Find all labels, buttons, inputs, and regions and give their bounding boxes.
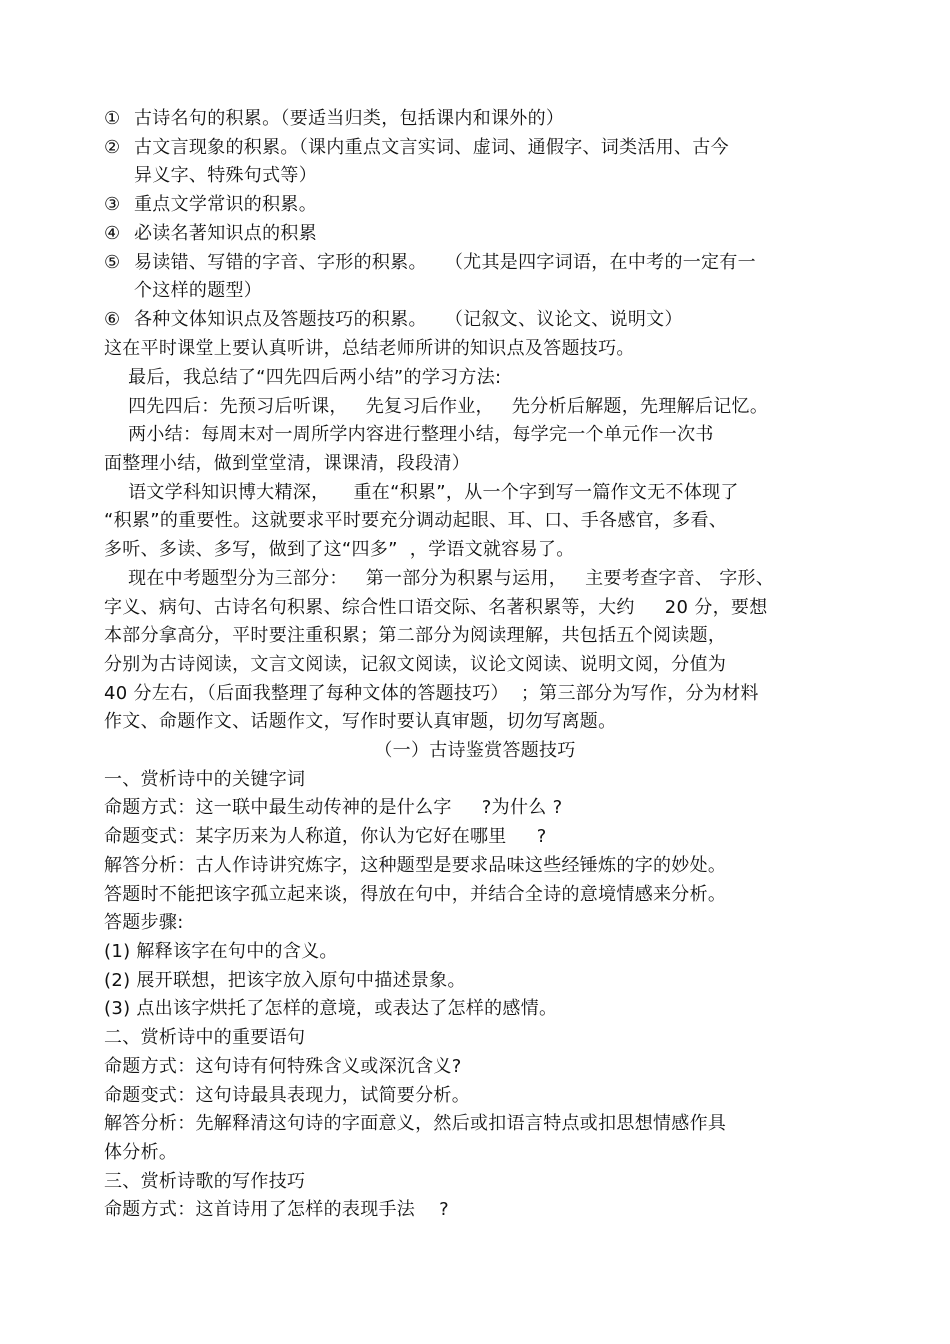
list-text: 必读名著知识点的积累: [134, 223, 317, 244]
list-marker: ④: [104, 223, 121, 244]
section-line: 解答分析：古人作诗讲究炼字，这种题型是要求品味这些经锤炼的字的妙处。: [104, 855, 727, 876]
list-marker: ②: [104, 137, 121, 158]
paragraph-line: 四先四后：先预习后听课， 先复习后作业， 先分析后解题，先理解后记忆。: [104, 396, 769, 417]
list-text: 各种文体知识点及答题技巧的积累。 （记叙文、议论文、说明文）: [134, 309, 683, 330]
paragraph-line: 多听、多读、多写，做到了这“四多” ，学语文就容易了。: [104, 539, 575, 560]
list-item: [104, 252, 756, 274]
paragraph-line: 分别为古诗阅读，文言文阅读，记叙文阅读，议论文阅读、说明文阅，分值为: [104, 654, 727, 675]
list-item: [104, 194, 317, 216]
paragraph-line: 这在平时课堂上要认真听讲，总结老师所讲的知识点及答题技巧。: [104, 338, 635, 359]
step-item: (3) 点出该字烘托了怎样的意境，或表达了怎样的感情。: [104, 998, 558, 1019]
section-line: 命题方式：这首诗用了怎样的表现手法 ?: [104, 1199, 450, 1220]
list-text: 古诗名句的积累。（要适当归类，包括课内和课外的）: [134, 108, 565, 129]
step-item: (1) 解释该字在句中的含义。: [104, 941, 338, 962]
subheading: 二、赏析诗中的重要语句: [104, 1027, 306, 1048]
paragraph-line: 40 分左右，（后面我整理了每种文体的答题技巧） ；第三部分为写作，分为材料: [104, 683, 759, 704]
list-item: [104, 309, 683, 331]
paragraph-line: 最后，我总结了“四先四后两小结”的学习方法:: [104, 367, 502, 388]
step-item: (2) 展开联想，把该字放入原句中描述景象。: [104, 970, 466, 991]
paragraph-line: 语文学科知识博大精深， 重在“积累”，从一个字到写一篇作文无不体现了: [104, 482, 739, 503]
list-text: 古文言现象的积累。（课内重点文言实词、虚词、通假字、词类活用、古今: [134, 137, 729, 158]
section-line: 答题步骤:: [104, 912, 184, 933]
subheading: 一、赏析诗中的关键字词: [104, 769, 306, 790]
list-item: [104, 108, 564, 130]
section-line: 命题方式：这一联中最生动传神的是什么字 ?为什么 ?: [104, 797, 563, 818]
section-line: 解答分析：先解释清这句诗的字面意义，然后或扣语言特点或扣思想情感作具: [104, 1113, 727, 1134]
list-marker: ①: [104, 108, 121, 129]
list-item-continuation: 个这样的题型）: [134, 280, 263, 301]
section-line: 命题方式：这句诗有何特殊含义或深沉含义?: [104, 1056, 462, 1077]
list-marker: ⑥: [104, 309, 121, 330]
paragraph-line: 本部分拿高分，平时要注重积累；第二部分为阅读理解，共包括五个阅读题，: [104, 625, 727, 646]
paragraph-line: 作文、命题作文、话题作文，写作时要认真审题，切勿写离题。: [104, 711, 617, 732]
section-line: 体分析。: [104, 1142, 178, 1163]
subheading: 三、赏析诗歌的写作技巧: [104, 1171, 306, 1192]
list-marker: ⑤: [104, 252, 121, 273]
paragraph-line: 字义、病句、古诗名句积累、综合性口语交际、名著积累等，大约 20 分，要想: [104, 597, 768, 618]
list-text: 重点文学常识的积累。: [134, 194, 317, 215]
paragraph-line: 现在中考题型分为三部分： 第一部分为积累与运用， 主要考查字音、 字形、: [104, 568, 775, 589]
list-text: 易读错、写错的字音、字形的积累。 （尤其是四字词语，在中考的一定有一: [134, 252, 756, 273]
section-title: （一）古诗鉴赏答题技巧: [374, 740, 576, 761]
paragraph-line: “积累”的重要性。这就要求平时要充分调动起眼、耳、口、手各感官，多看、: [104, 510, 728, 531]
paragraph-line: 两小结：每周末对一周所学内容进行整理小结，每学完一个单元作一次书: [104, 424, 714, 445]
list-item: [104, 137, 729, 159]
section-line: 命题变式：某字历来为人称道，你认为它好在哪里 ?: [104, 826, 547, 847]
list-item-continuation: 异义字、特殊句式等）: [134, 165, 317, 186]
section-line: 命题变式：这句诗最具表现力，试简要分析。: [104, 1085, 470, 1106]
list-marker: ③: [104, 194, 121, 215]
section-line: 答题时不能把该字孤立起来谈，得放在句中，并结合全诗的意境情感来分析。: [104, 884, 727, 905]
list-item: [104, 223, 317, 245]
paragraph-line: 面整理小结，做到堂堂清，课课清，段段清）: [104, 453, 470, 474]
